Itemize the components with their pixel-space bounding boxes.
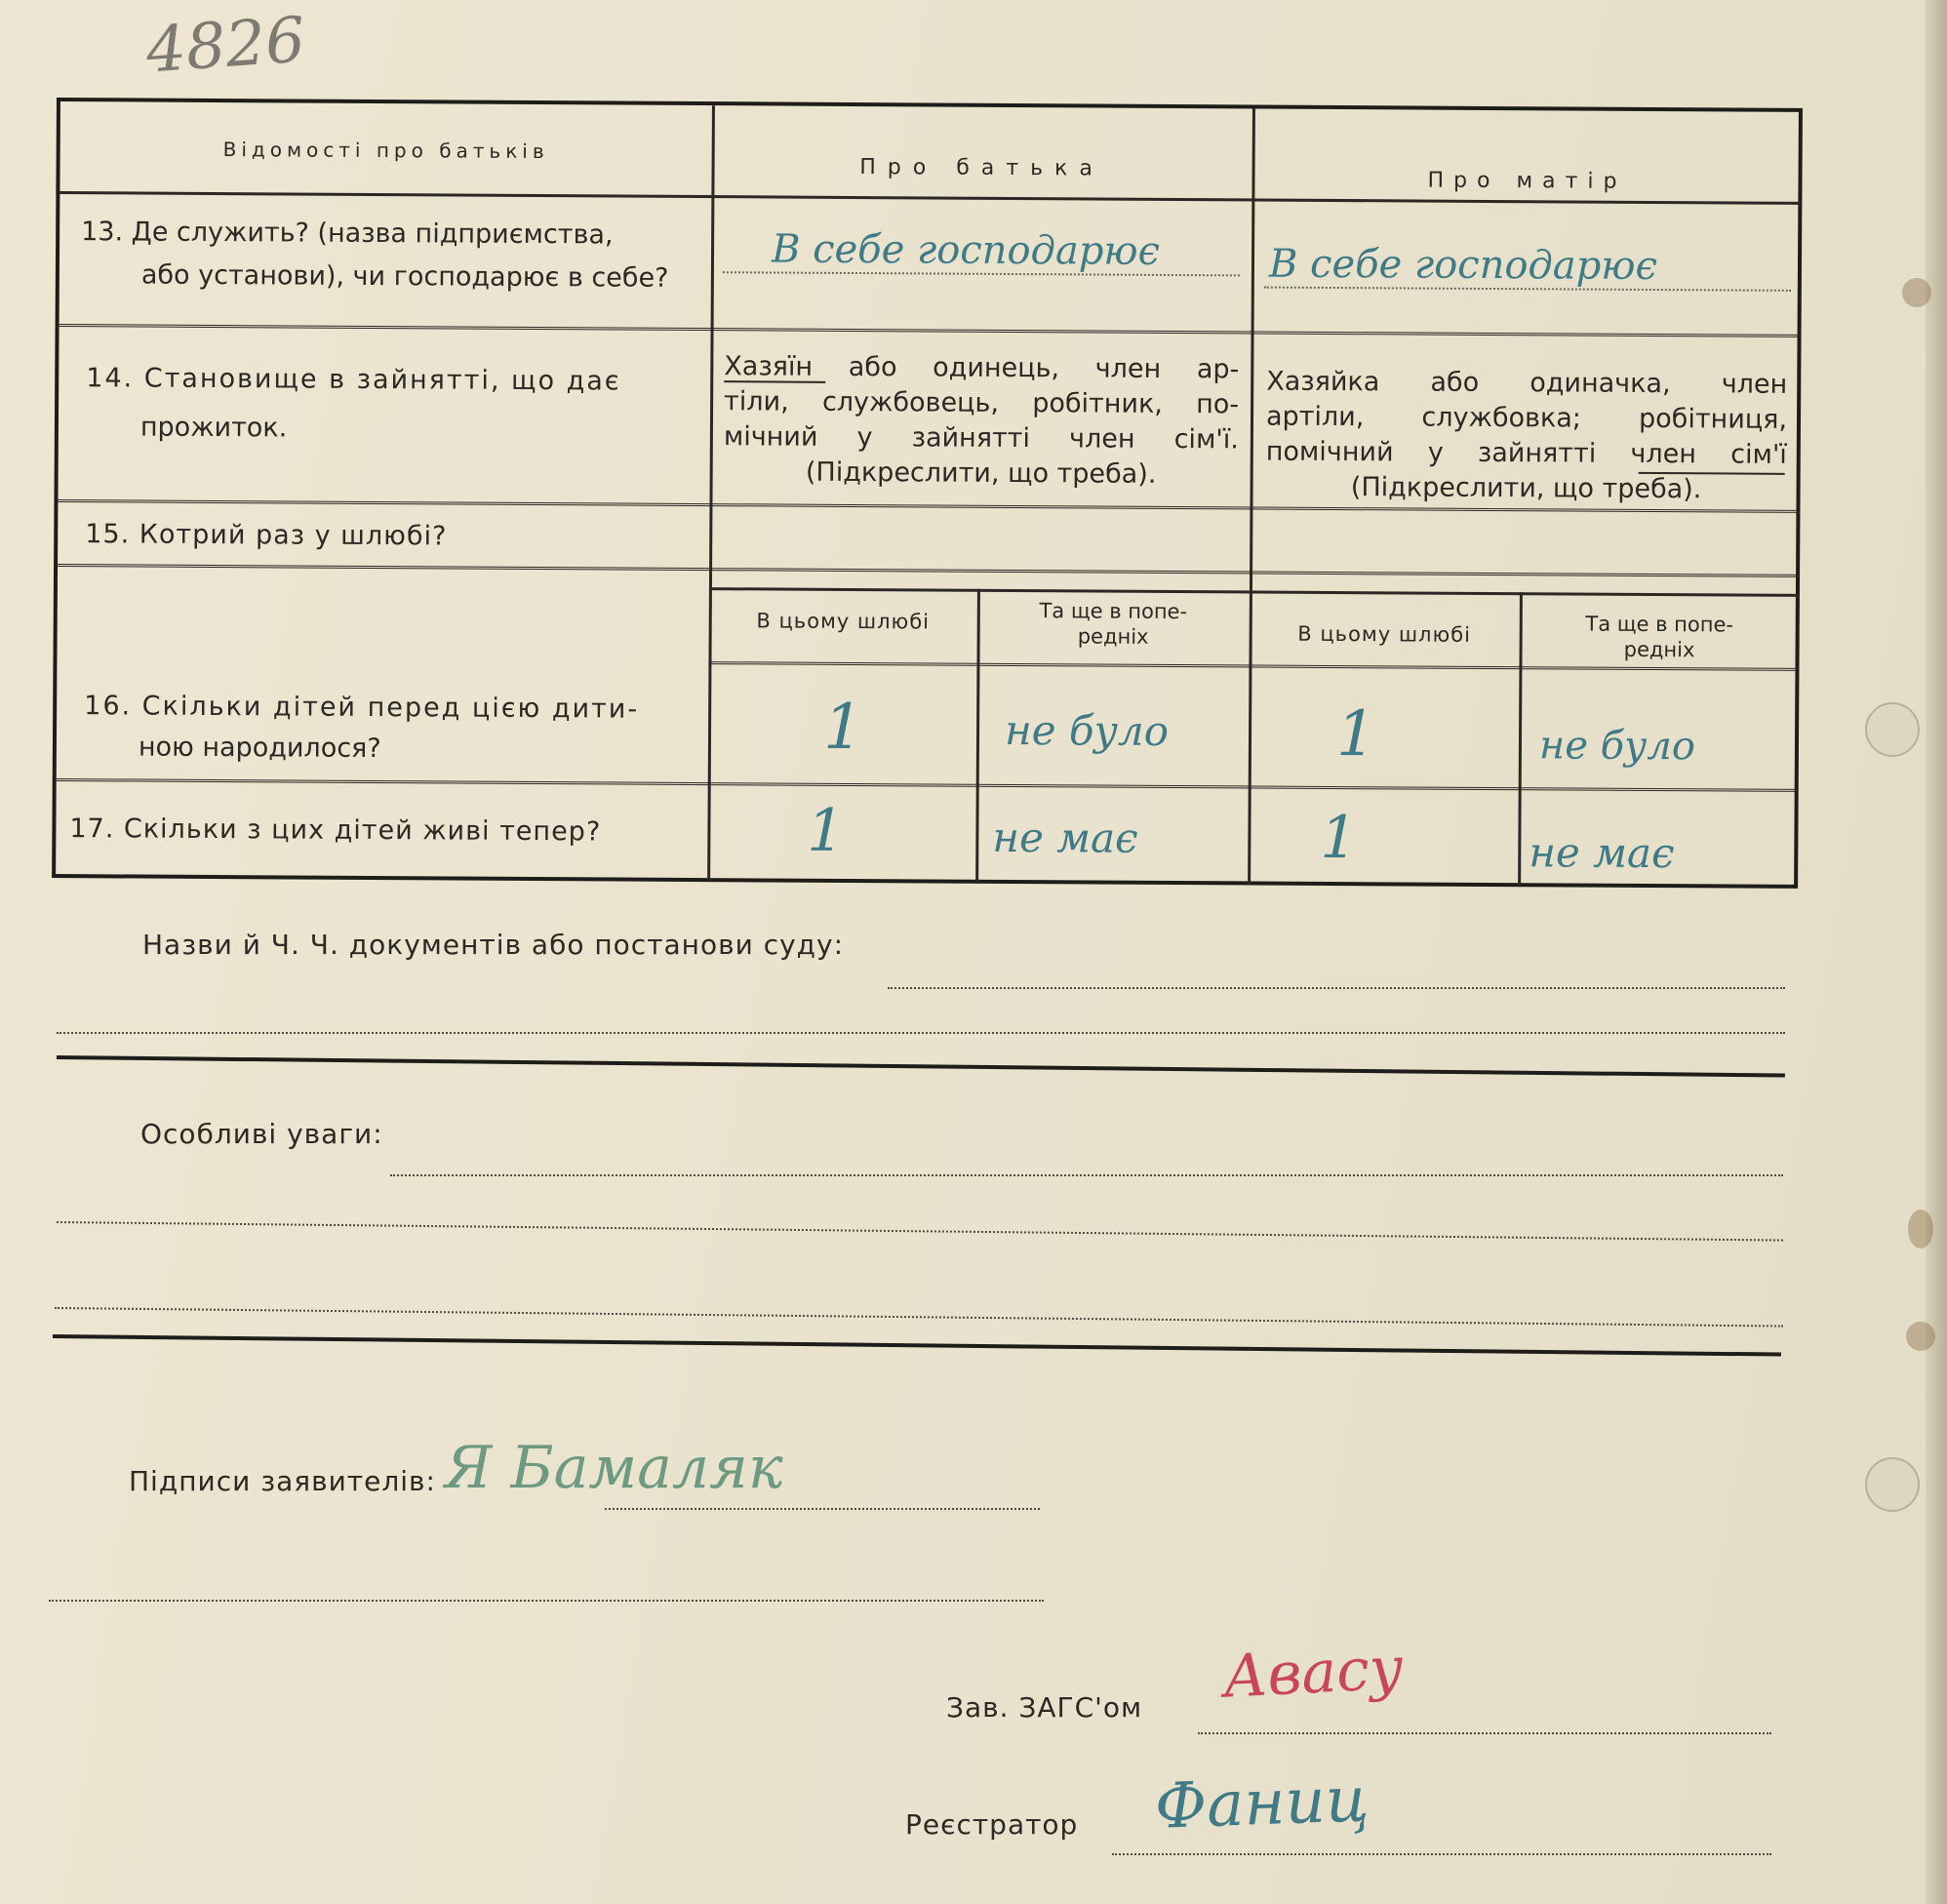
header-mother: Про матір xyxy=(1427,168,1627,194)
row-divider xyxy=(708,661,1799,675)
father-children-this-marriage: 1 xyxy=(822,691,864,765)
mother-workplace-answer: В себе господарює xyxy=(1268,241,1658,290)
row-divider xyxy=(709,587,1800,597)
father-occupation-line: Хазяїн або одинець, член ар- xyxy=(724,351,1240,385)
subheader-mother-this-marriage: В цьому шлюбі xyxy=(1297,621,1472,647)
father-occupation-options xyxy=(724,349,1240,493)
father-workplace-answer: В себе господарює xyxy=(771,226,1161,274)
zags-head-label: Зав. ЗАГС'ом xyxy=(946,1691,1143,1724)
mother-children-alive-this: 1 xyxy=(1320,803,1358,873)
mother-children-this-marriage: 1 xyxy=(1335,698,1376,772)
parents-info-table xyxy=(52,98,1803,889)
paper-stain xyxy=(1902,278,1931,307)
father-occupation-line: (Підкреслити, що треба). xyxy=(805,456,1157,490)
paper-stain xyxy=(1906,1322,1935,1351)
subheader-father-previous-line2: редніх xyxy=(1077,624,1149,649)
question-14-line1: 14. Становище в зайнятті, що дає xyxy=(86,363,621,397)
row-divider xyxy=(57,778,1799,796)
applicant-signature: Я Бамаляк xyxy=(445,1434,783,1502)
header-parents-info: Відомості про батьків xyxy=(222,138,549,164)
documents-line xyxy=(888,987,1785,989)
documents-line xyxy=(57,1032,1785,1034)
notes-line xyxy=(390,1174,1783,1176)
column-divider xyxy=(707,105,715,882)
mother-children-previous: не було xyxy=(1538,723,1696,770)
binder-hole xyxy=(1865,1457,1920,1512)
subheader-father-previous-line1: Та ще в попе- xyxy=(1039,599,1188,624)
father-children-previous: не було xyxy=(1004,705,1170,755)
page-number: 4826 xyxy=(143,4,308,88)
question-13-line2: або установи), чи господарює в себе? xyxy=(140,259,669,294)
zags-signature-line xyxy=(1198,1732,1771,1734)
question-17: 17. Скільки з цих дітей живі тепер? xyxy=(69,813,602,848)
subheader-father-this-marriage: В цьому шлюбі xyxy=(756,609,931,634)
mother-occupation-line: помічний у зайнятті член сім'ї xyxy=(1265,436,1787,470)
registrar-label: Реєстратор xyxy=(905,1808,1079,1841)
row-divider xyxy=(60,324,1802,341)
father-occupation-line: тіли, службовець, робітник, по- xyxy=(724,386,1240,420)
father-occupation-line: мічний у зайнятті член сім'ї. xyxy=(723,421,1239,456)
header-father: Про батька xyxy=(859,155,1104,181)
subheader-mother-previous-line1: Та ще в попе- xyxy=(1585,612,1734,637)
mother-children-alive-previous: не має xyxy=(1529,828,1675,878)
mother-occupation-options xyxy=(1265,365,1787,508)
question-13-line1: 13. Де служить? (назва підприємства, xyxy=(81,217,614,251)
documents-label: Назви й Ч. Ч. документів або постанови суду: xyxy=(142,929,845,961)
subheader-mother-previous-line2: редніх xyxy=(1623,637,1695,662)
question-16-line2: ною народилося? xyxy=(138,732,381,765)
column-divider xyxy=(1248,108,1255,885)
registrar-signature-line xyxy=(1112,1853,1771,1855)
mother-occupation-line: (Підкреслити, що треба). xyxy=(1350,472,1702,505)
notes-label: Особливі уваги: xyxy=(140,1118,383,1150)
signatures-label: Підписи заявителів: xyxy=(129,1465,436,1497)
mother-occupation-line: артіли, службовка; робітниця, xyxy=(1265,401,1788,435)
question-14-line2: прожиток. xyxy=(139,412,288,444)
paper-stain xyxy=(1908,1210,1933,1249)
mother-occupation-line: Хазяйка або одиначка, член xyxy=(1266,366,1788,400)
question-15: 15. Котрий раз у шлюбі? xyxy=(85,519,448,552)
signature-line xyxy=(605,1508,1040,1510)
signature-line xyxy=(49,1600,1044,1602)
row-divider xyxy=(58,564,1800,581)
question-16-line1: 16. Скільки дітей перед цією дити- xyxy=(84,691,640,725)
father-children-alive-this: 1 xyxy=(807,796,845,865)
registrar-signature: Фаниц xyxy=(1153,1764,1371,1844)
binder-hole xyxy=(1865,702,1920,757)
father-children-alive-previous: не має xyxy=(992,813,1138,862)
zags-head-signature: Авасу xyxy=(1221,1634,1406,1712)
